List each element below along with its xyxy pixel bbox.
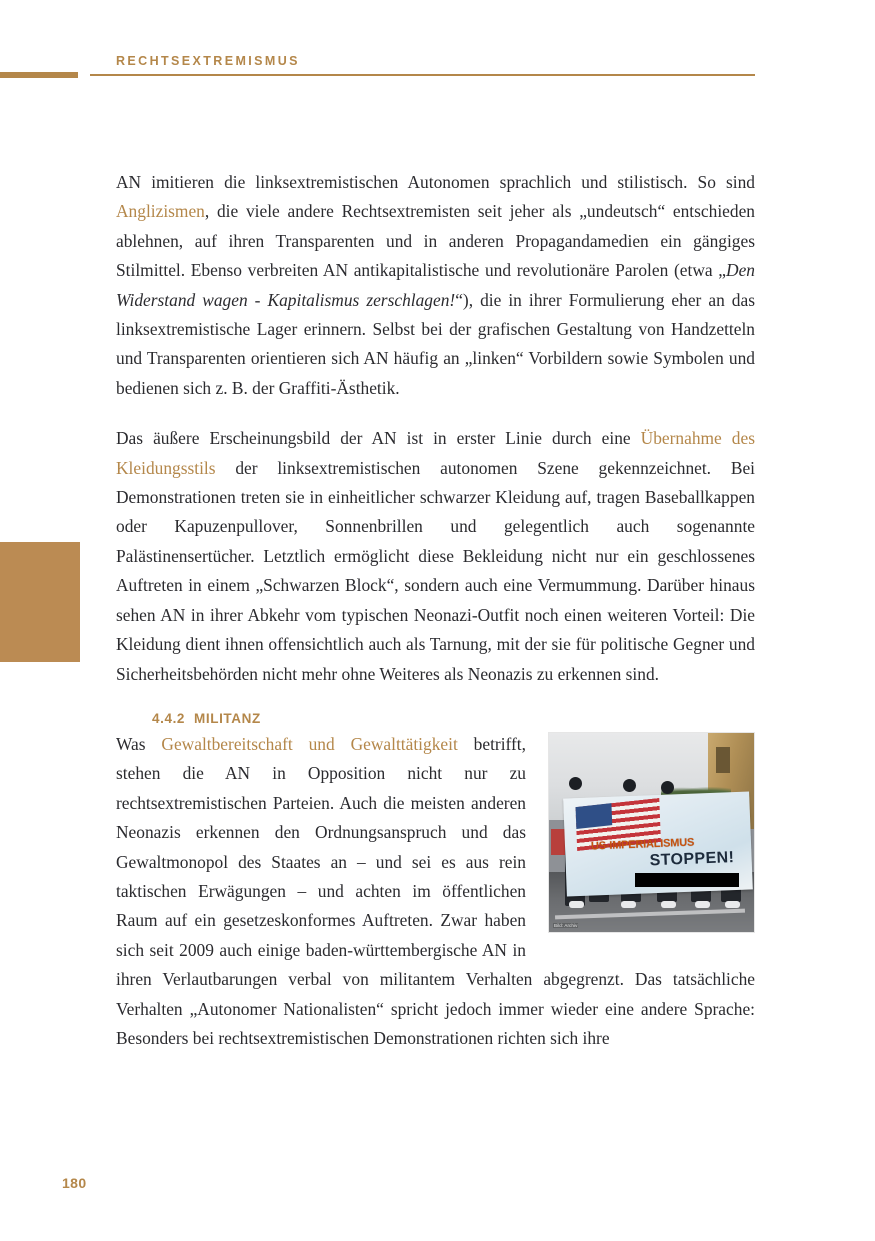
photo-protester-head: [623, 779, 636, 792]
section-title: MILITANZ: [194, 710, 261, 726]
photo-shoe: [569, 901, 584, 908]
photo-shoe: [621, 901, 636, 908]
paragraph-anglizismen: [116, 168, 755, 403]
photo-shoe: [695, 901, 710, 908]
p2-highlight-kleidungsstil: Übernahme des Kleidungsstils: [116, 428, 755, 478]
chapter-thumb-tab: [0, 542, 80, 662]
photo-banner-text-line2: STOPPEN!: [649, 848, 735, 870]
p1-italic-slogan: Den Widerstand wagen - Kapitalismus zerschlagen!: [116, 260, 755, 310]
p2-segment-1: Das äußere Erscheinungsbild der AN ist in erster Linie durch eine: [116, 428, 641, 449]
running-header-title: RECHTSEXTREMISMUS: [116, 54, 300, 68]
header-accent-bar: [0, 72, 78, 78]
photo-red-vest: [551, 829, 565, 855]
header-rule: [90, 74, 755, 76]
photo-shoe: [725, 901, 740, 908]
section-number: 4.4.2: [152, 710, 186, 726]
photo-float-wrapper: [548, 732, 755, 933]
photo-banner-text-line1: US-IMPERIALISMUS: [590, 836, 695, 853]
p1-segment-2: , die viele andere Rechtsextremisten seit jeher als „undeutsch“ entschieden ablehnen, auf ihren Transparenten und in anderen Propagandamedien ein gängiges Stilmittel. Ebenso verbreiten AN antikapitalistische und revolutionäre Parolen (etwa „: [116, 201, 755, 281]
page-content: [116, 168, 755, 1053]
photo-protester-head: [661, 781, 674, 794]
photo-redaction-bar: [635, 873, 739, 887]
p3-highlight-gewalt: Gewaltbereitschaft und Gewalttätigkeit: [161, 733, 458, 754]
p1-segment-3: “), die in ihrer Formulierung eher an das linksextremistische Lager erinnern. Selbst bei der grafischen Gestaltung von Handzetteln und Transparenten orientieren sich AN häufig an „linken“ Vorbildern sowie Symbolen und bedienen sich z. B. der Graffiti-Ästhetik.: [116, 289, 755, 398]
page-number: 180: [62, 1175, 87, 1191]
militanz-text-and-photo: [116, 730, 755, 1053]
p1-segment-1: AN imitieren die linksextremistischen Autonomen sprachlich und stilistisch. So sind: [116, 172, 755, 192]
photo-shoe: [661, 901, 676, 908]
p3-segment-2: betrifft, stehen die AN in Opposition nicht nur zu rechtsextremistischen Parteien. Auch die meisten anderen Neonazis erkennen den Ordnungsanspruch und das Gewaltmonopol des Staates an – und sei es aus rein taktischen Erwägungen – und achten im öffentlichen Raum auf ein gesetzeskonformes Auftreten. Zwar haben sich seit 2009 auch einige baden-württembergische AN in ihren Verlautbarungen verbal von militantem Verhalten abgegrenzt. Das tatsächliche Verhalten „Autonomer Nationalisten“ spricht jedoch immer wieder eine andere Sprache: Besonders bei rechtsextremistischen Demonstrationen richten sich ihre: [116, 733, 755, 1048]
p2-segment-2: der linksextremistischen autonomen Szene gekennzeichnet. Bei Demonstrationen treten sie in einheitlicher schwarzer Kleidung auf, tragen Baseballkappen oder Kapuzenpullover, Sonnenbrillen und gelegentlich auch sogenannte Palästinensertücher. Letztlich ermöglicht diese Bekleidung nicht nur ein geschlossenes Auftreten in einem „Schwarzen Block“, sondern auch eine Vermummung. Darüber hinaus sehen AN in ihrer Abkehr vom typischen Neonazi-Outfit noch einen weiteren Vorteil: Die Kleidung dient ihnen offensichtlich auch als Tarnung, mit der sie für politische Gegner und Sicherheitsbehörden nicht mehr ohne Weiteres als Neonazis zu erkennen sind.: [116, 457, 755, 684]
section-heading-militanz: [116, 711, 755, 726]
paragraph-kleidungsstil: [116, 424, 755, 689]
p3-segment-1: Was: [116, 733, 162, 754]
photo-credit-caption: Bild: Archiv: [554, 922, 578, 928]
p1-highlight-anglizismen: Anglizismen: [116, 201, 205, 222]
photo-protester-head: [569, 777, 582, 790]
demonstration-photograph: [548, 732, 755, 933]
